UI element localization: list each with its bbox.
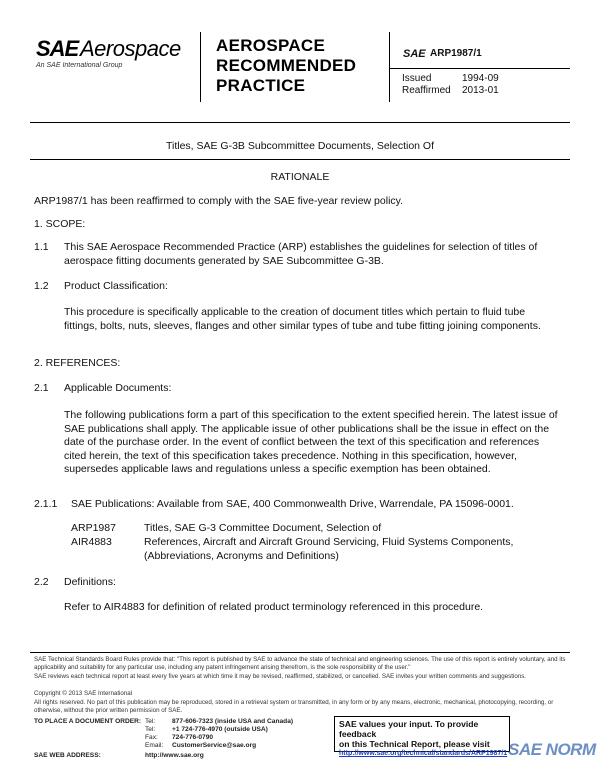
rationale-text: ARP1987/1 has been reaffirmed to comply with the SAE five-year review policy.	[34, 195, 404, 207]
tel-label: Tel:	[145, 718, 156, 725]
section-2-2-number: 2.2	[34, 576, 49, 588]
section-2-1-1-number: 2.1.1	[34, 498, 58, 510]
web-link[interactable]: http://www.sae.org	[145, 752, 204, 759]
issued-label: Issued	[402, 73, 432, 84]
code-rule	[390, 68, 570, 69]
footer-copyright: Copyright © 2013 SAE International	[34, 690, 133, 697]
title-line-3: PRACTICE	[216, 76, 306, 95]
logo-subtitle: An SAE International Group	[36, 62, 123, 69]
reference-title: References, Aircraft and Aircraft Ground Servicing, Fluid Systems Components, (Abbreviations, Acronyms and Definitions)	[144, 536, 514, 562]
section-2-1-1-text: SAE Publications: Available from SAE, 400 Commonwealth Drive, Warrendale, PA 15096-0001.	[71, 498, 514, 510]
fax-number: 724-776-0790	[172, 734, 214, 741]
document-header	[30, 32, 570, 134]
section-2-2-heading: Definitions:	[64, 576, 116, 588]
reaffirmed-label: Reaffirmed	[402, 85, 451, 96]
section-2-heading: 2. REFERENCES:	[34, 357, 121, 369]
footer-rule	[30, 652, 570, 653]
tel-inside-usa: 877-606-7323 (inside USA and Canada)	[172, 718, 294, 725]
header-divider-left	[200, 32, 201, 102]
feedback-line-2: on this Technical Report, please visit	[339, 739, 490, 749]
document-code: ARP1987/1	[430, 48, 482, 59]
rationale-heading: RATIONALE	[270, 171, 330, 183]
feedback-link[interactable]: http://www.sae.org/technical/standards/ARP1987/1	[339, 750, 508, 757]
section-1-heading: 1. SCOPE:	[34, 218, 86, 230]
aerospace-logo-text: Aerospace	[80, 36, 181, 61]
document-type-title	[216, 36, 356, 96]
sae-norm-watermark: SAE NORM	[508, 740, 596, 759]
section-2-1-heading: Applicable Documents:	[64, 382, 172, 394]
footer-policy-2: SAE reviews each technical report at least every five years at which time it may be revised, reaffirmed, stabilized, or cancelled. SAE invites your written comments and suggestions.	[34, 673, 527, 680]
reference-code: AIR4883	[71, 536, 112, 548]
header-divider-right	[389, 32, 390, 102]
email-link[interactable]: CustomerService@sae.org	[172, 742, 257, 749]
header-bottom-rule	[30, 122, 570, 123]
feedback-line-1: SAE values your input. To provide feedback	[339, 719, 479, 739]
issued-date: 1994-09	[462, 73, 499, 84]
fax-label: Fax:	[145, 734, 158, 741]
email-label: Email:	[145, 742, 164, 749]
tel-label: Tel:	[145, 726, 156, 733]
title-line-2: RECOMMENDED	[216, 56, 357, 75]
footer-rights: All rights reserved. No part of this publication may be reproduced, stored in a retrieval system or transmitted, in any form or by any means, electronic, mechanical, photocopying, recording, or otherwise, without the prior written permission of SAE.	[34, 699, 554, 714]
section-1-2-heading: Product Classification:	[64, 280, 168, 292]
sae-logo: SAE	[36, 36, 79, 61]
section-1-1-text: This SAE Aerospace Recommended Practice (ARP) establishes the guidelines for selection of titles of aerospace fitting documents generated by SAE Subcommittee G-3B.	[64, 241, 538, 267]
feedback-box	[334, 716, 510, 757]
title-rule	[30, 159, 570, 160]
section-2-1-text: The following publications form a part of this specification to the extent specified herein. The latest issue of SAE publications shall apply. The applicable issue of other publications shall be the issue in effect on the date of the purchase order. In the event of conflict between the text of this specification and references cited herein, the text of this specification takes precedence. Nothing in this specification, however, supersedes applicable laws and regulations unless a specific exemption has been obtained.	[64, 409, 558, 475]
order-label: TO PLACE A DOCUMENT ORDER:	[34, 718, 142, 725]
section-1-2-number: 1.2	[34, 280, 49, 292]
web-label: SAE WEB ADDRESS:	[34, 752, 101, 759]
reaffirmed-date: 2013-01	[462, 85, 499, 96]
section-1-2-text: This procedure is specifically applicable to the creation of document titles which pertain to fluid tube fittings, bolts, nuts, sleeves, flanges and other similar types of tube and tube fitting joining components.	[64, 306, 541, 332]
code-sae-mark: SAE	[403, 48, 426, 60]
footer-policy-1: SAE Technical Standards Board Rules provide that: "This report is published by SAE to advance the state of technical and engineering sciences. The use of this report is entirely voluntary, and its applicability and suitability for any particular use, including any patent infringement arising therefrom, is the sole responsibility of the user."	[34, 656, 566, 671]
title-line-1: AEROSPACE	[216, 36, 326, 55]
tel-outside-usa: +1 724-776-4970 (outside USA)	[172, 726, 268, 733]
section-2-2-text: Refer to AIR4883 for definition of related product terminology referenced in this procedure.	[64, 601, 484, 613]
section-2-1-number: 2.1	[34, 382, 49, 394]
section-1-1-number: 1.1	[34, 241, 49, 253]
reference-title: Titles, SAE G-3 Committee Document, Selection of	[144, 522, 382, 534]
reference-code: ARP1987	[71, 522, 116, 534]
document-title: Titles, SAE G-3B Subcommittee Documents, Selection Of	[165, 140, 435, 152]
